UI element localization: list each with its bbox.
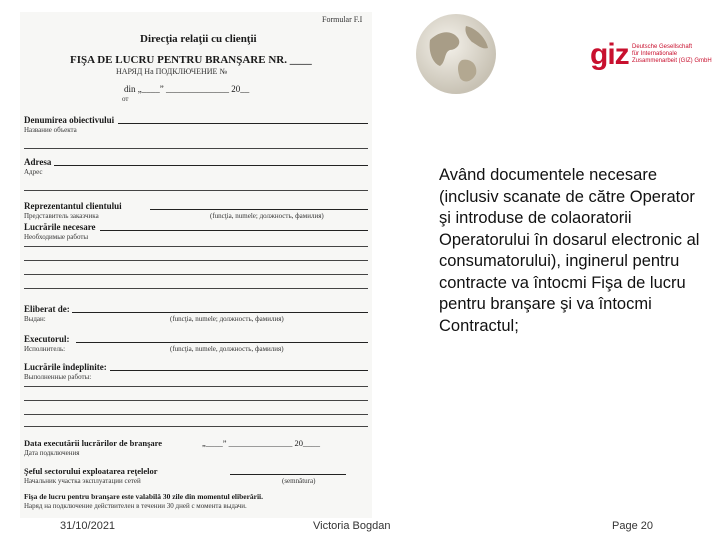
field-obiect-label: Denumirea obiectivului xyxy=(24,115,115,125)
field-eliberat-label: Eliberat de: xyxy=(24,304,70,314)
field-seful-label: Şeful sectorului exploatarea reţelelor xyxy=(24,466,158,476)
footer-date: 31/10/2021 xyxy=(60,520,116,532)
giz-logo-line3: Zusammenarbeit (GIZ) GmbH xyxy=(632,58,712,64)
globe-icon xyxy=(406,8,502,98)
field-data-executarii-label: Data executării lucrărilor de branşare xyxy=(24,438,163,448)
field-semnatura-hint: (semnătura) xyxy=(282,477,316,485)
field-adresa-label: Adresa xyxy=(24,157,52,167)
field-reprezentant-hint: (funcţia, numele; должность, фамилия) xyxy=(210,212,324,220)
field-lucrari-necesare-label: Lucrările necesare xyxy=(24,222,96,232)
field-seful-label-ru: Начальник участка эксплуатации сетей xyxy=(24,477,141,485)
giz-logo-wordmark: giz xyxy=(590,38,629,71)
form-validity-note-ru: Наряд на подключение действителен в течении 30 дней с момента выдачи. xyxy=(24,502,247,510)
form-dept-title: Direcţia relaţii cu clienţii xyxy=(140,33,257,45)
scanned-form-image xyxy=(20,12,372,518)
giz-logo-subtitle xyxy=(632,44,712,65)
field-eliberat-hint: (funcţia, numele; должность, фамилия) xyxy=(170,315,284,323)
form-date-line: din „____” ______________ 20__ xyxy=(124,84,250,94)
field-eliberat-label-ru: Выдан: xyxy=(24,315,46,323)
field-obiect-label-ru: Название объекта xyxy=(24,126,77,134)
giz-logo xyxy=(590,38,712,71)
field-executorul-label: Executorul: xyxy=(24,334,70,344)
footer-page-number: Page 20 xyxy=(612,520,653,532)
field-lucrari-necesare-label-ru: Необходимые работы xyxy=(24,233,89,241)
field-adresa-label-ru: Адрес xyxy=(24,168,43,176)
field-data-executarii-value: „____” _______________ 20____ xyxy=(202,438,321,448)
field-data-executarii-label-ru: Дата подключения xyxy=(24,449,80,457)
form-title: FIŞA DE LUCRU PENTRU BRANŞARE NR. ____ xyxy=(70,54,312,66)
field-executorul-hint: (funcţia, numele, должность, фамилия) xyxy=(170,345,284,353)
field-reprezentant-label-ru: Представитель заказчика xyxy=(24,212,99,220)
field-indeplinite-label-ru: Выполненные работы: xyxy=(24,373,92,381)
giz-logo-line2: für Internationale xyxy=(632,51,678,57)
form-validity-note: Fişa de lucru pentru branşare este valabilă 30 zile din momentul eliberării. xyxy=(24,492,264,501)
slide-body-text: Având documentele necesare (inclusiv scanate de către Operator şi introduse de colaoratorii Operatorului în dosarul electronic al consumatorului), inginerul pentru contracte va întocmi Fişa de lucru pentru branşare şi va întocmi Contractul; xyxy=(439,166,700,335)
giz-logo-line1: Deutsche Gesellschaft xyxy=(632,44,693,50)
field-indeplinite-label: Lucrările îndeplinite: xyxy=(24,362,107,372)
formular-label: Formular F.I xyxy=(322,15,363,24)
footer-author: Victoria Bogdan xyxy=(313,520,391,532)
field-executorul-label-ru: Исполнитель: xyxy=(24,345,66,353)
field-reprezentant-label: Reprezentantul clientului xyxy=(24,201,122,211)
form-date-line-ru: от xyxy=(122,95,129,103)
form-title-ru: НАРЯД На ПОДКЛЮЧЕНИЕ № xyxy=(116,67,228,76)
